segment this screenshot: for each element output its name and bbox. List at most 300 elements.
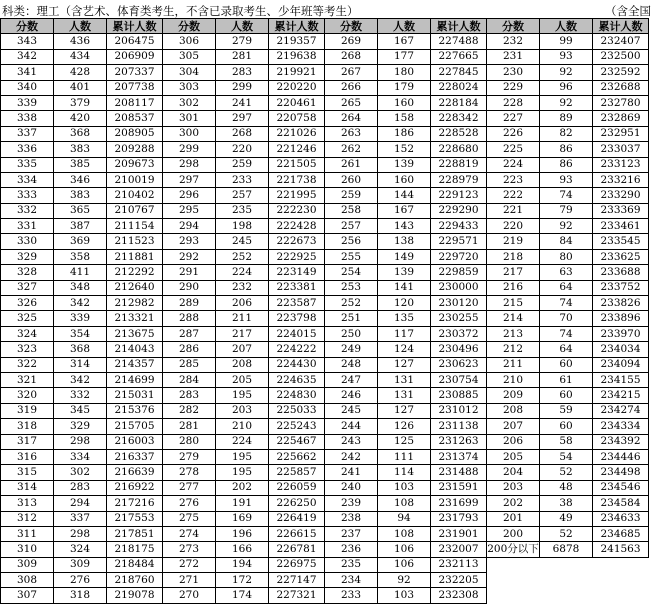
cumulative-cell: 222428 (269, 219, 325, 234)
count-cell: 401 (54, 80, 107, 95)
count-cell: 167 (378, 34, 431, 49)
score-cell: 270 (163, 588, 216, 603)
score-cell: 200 (487, 526, 540, 541)
count-cell: 158 (378, 111, 431, 126)
score-cell: 262 (325, 142, 378, 157)
score-cell: 296 (163, 188, 216, 203)
score-cell: 238 (325, 511, 378, 526)
count-cell: 206 (216, 296, 269, 311)
score-header: 分数 (325, 19, 378, 34)
score-cell: 342 (1, 49, 54, 64)
count-cell: 96 (540, 80, 593, 95)
cumulative-cell: 234685 (593, 526, 649, 541)
score-cell: 259 (325, 188, 378, 203)
score-cell: 264 (325, 111, 378, 126)
empty-cell (540, 557, 593, 572)
table-row (1, 434, 649, 449)
count-cell: 52 (540, 526, 593, 541)
table-row (1, 326, 649, 341)
count-cell: 195 (216, 388, 269, 403)
score-cell: 206 (487, 434, 540, 449)
score-cell: 224 (487, 157, 540, 172)
score-cell: 294 (163, 219, 216, 234)
cumulative-cell: 228024 (431, 80, 487, 95)
score-cell: 341 (1, 65, 54, 80)
score-cell: 236 (325, 542, 378, 557)
count-cell: 61 (540, 372, 593, 387)
score-cell: 228 (487, 95, 540, 110)
cumulative-cell: 220220 (269, 80, 325, 95)
count-cell: 6878 (540, 542, 593, 557)
score-cell: 248 (325, 357, 378, 372)
count-cell: 179 (378, 80, 431, 95)
count-cell: 207 (216, 342, 269, 357)
score-cell: 334 (1, 172, 54, 187)
score-cell: 217 (487, 265, 540, 280)
count-header: 人数 (378, 19, 431, 34)
cumulative-cell: 220758 (269, 111, 325, 126)
count-cell: 172 (216, 573, 269, 588)
count-cell: 160 (378, 172, 431, 187)
count-cell: 318 (54, 588, 107, 603)
cumulative-cell: 241563 (593, 542, 649, 557)
cumulative-cell: 224222 (269, 342, 325, 357)
count-cell: 63 (540, 265, 593, 280)
table-row (1, 95, 649, 110)
cumulative-cell: 230000 (431, 280, 487, 295)
count-cell: 92 (540, 65, 593, 80)
table-row (1, 465, 649, 480)
score-cell: 253 (325, 280, 378, 295)
score-cell: 318 (1, 419, 54, 434)
count-cell: 387 (54, 219, 107, 234)
cumulative-cell: 214699 (107, 372, 163, 387)
score-cell: 269 (325, 34, 378, 49)
score-cell: 340 (1, 80, 54, 95)
cumulative-cell: 227321 (269, 588, 325, 603)
table-row (1, 496, 649, 511)
cumulative-cell: 206909 (107, 49, 163, 64)
count-cell: 245 (216, 234, 269, 249)
score-cell: 223 (487, 172, 540, 187)
score-cell: 237 (325, 526, 378, 541)
count-cell: 52 (540, 465, 593, 480)
cumulative-cell: 214357 (107, 357, 163, 372)
count-cell: 86 (540, 142, 593, 157)
score-cell: 335 (1, 157, 54, 172)
cumulative-cell: 233625 (593, 249, 649, 264)
count-cell: 86 (540, 157, 593, 172)
score-cell: 214 (487, 311, 540, 326)
cumulative-cell: 227845 (431, 65, 487, 80)
cumulative-cell: 226250 (269, 496, 325, 511)
cumulative-cell: 234633 (593, 511, 649, 526)
count-cell: 59 (540, 403, 593, 418)
count-cell: 232 (216, 280, 269, 295)
cumulative-cell: 213321 (107, 311, 163, 326)
count-cell: 58 (540, 434, 593, 449)
count-cell: 74 (540, 296, 593, 311)
table-row (1, 419, 649, 434)
score-header: 分数 (163, 19, 216, 34)
table-row (1, 265, 649, 280)
score-cell: 337 (1, 126, 54, 141)
cumulative-cell: 222673 (269, 234, 325, 249)
table-row (1, 342, 649, 357)
cumulative-cell: 229571 (431, 234, 487, 249)
cumulative-cell: 215031 (107, 388, 163, 403)
score-cell: 241 (325, 465, 378, 480)
score-cell: 200分以下 (487, 542, 540, 557)
count-header: 人数 (54, 19, 107, 34)
count-cell: 80 (540, 249, 593, 264)
cumulative-cell: 207738 (107, 80, 163, 95)
score-cell: 244 (325, 419, 378, 434)
count-header: 人数 (216, 19, 269, 34)
table-row (1, 573, 649, 588)
count-cell: 342 (54, 296, 107, 311)
cumulative-cell: 217851 (107, 526, 163, 541)
cumulative-cell: 234334 (593, 419, 649, 434)
score-cell: 331 (1, 219, 54, 234)
score-cell: 319 (1, 403, 54, 418)
cumulative-cell: 231793 (431, 511, 487, 526)
count-cell: 92 (540, 95, 593, 110)
cumulative-cell: 221026 (269, 126, 325, 141)
score-cell: 201 (487, 511, 540, 526)
cumulative-cell: 226615 (269, 526, 325, 541)
score-cell: 316 (1, 449, 54, 464)
cumulative-cell: 234155 (593, 372, 649, 387)
cumulative-cell: 234215 (593, 388, 649, 403)
count-cell: 149 (378, 249, 431, 264)
count-cell: 99 (540, 34, 593, 49)
count-cell: 93 (540, 49, 593, 64)
count-cell: 342 (54, 372, 107, 387)
count-cell: 152 (378, 142, 431, 157)
score-cell: 210 (487, 372, 540, 387)
cumulative-cell: 231699 (431, 496, 487, 511)
score-cell: 271 (163, 573, 216, 588)
cumulative-cell: 223798 (269, 311, 325, 326)
table-row (1, 234, 649, 249)
count-cell: 257 (216, 188, 269, 203)
score-distribution-table (0, 18, 649, 604)
score-cell: 317 (1, 434, 54, 449)
cumulative-cell: 233826 (593, 296, 649, 311)
count-cell: 324 (54, 542, 107, 557)
cumulative-cell: 213675 (107, 326, 163, 341)
score-cell: 327 (1, 280, 54, 295)
score-cell: 339 (1, 95, 54, 110)
count-cell: 337 (54, 511, 107, 526)
score-cell: 212 (487, 342, 540, 357)
count-cell: 358 (54, 249, 107, 264)
cumulative-cell: 233461 (593, 219, 649, 234)
score-cell: 311 (1, 526, 54, 541)
cumulative-cell: 234498 (593, 465, 649, 480)
score-cell: 291 (163, 265, 216, 280)
score-cell: 254 (325, 265, 378, 280)
score-cell: 205 (487, 449, 540, 464)
count-cell: 103 (378, 588, 431, 603)
cumulative-cell: 215376 (107, 403, 163, 418)
table-row (1, 403, 649, 418)
cumulative-cell: 232007 (431, 542, 487, 557)
count-cell: 294 (54, 496, 107, 511)
score-cell: 287 (163, 326, 216, 341)
cumulative-cell: 225662 (269, 449, 325, 464)
score-cell: 284 (163, 372, 216, 387)
score-cell: 261 (325, 157, 378, 172)
table-row (1, 480, 649, 495)
score-cell: 322 (1, 357, 54, 372)
score-cell: 268 (325, 49, 378, 64)
score-cell: 299 (163, 142, 216, 157)
cumulative-cell: 216003 (107, 434, 163, 449)
count-cell: 60 (540, 419, 593, 434)
score-cell: 280 (163, 434, 216, 449)
score-cell: 226 (487, 126, 540, 141)
score-cell: 279 (163, 449, 216, 464)
cumulative-cell: 228680 (431, 142, 487, 157)
cumulative-cell: 219357 (269, 34, 325, 49)
score-cell: 306 (163, 34, 216, 49)
count-cell: 174 (216, 588, 269, 603)
count-cell: 298 (54, 434, 107, 449)
cumulative-cell: 230372 (431, 326, 487, 341)
table-row (1, 65, 649, 80)
count-cell: 224 (216, 434, 269, 449)
cumulative-cell: 223381 (269, 280, 325, 295)
cumulative-cell: 230885 (431, 388, 487, 403)
cumulative-cell: 232308 (431, 588, 487, 603)
score-cell: 232 (487, 34, 540, 49)
cumulative-header: 累计人数 (107, 19, 163, 34)
cumulative-cell: 209673 (107, 157, 163, 172)
score-cell: 336 (1, 142, 54, 157)
score-cell: 286 (163, 342, 216, 357)
cumulative-cell: 206475 (107, 34, 163, 49)
score-cell: 283 (163, 388, 216, 403)
cumulative-cell: 233970 (593, 326, 649, 341)
cumulative-cell: 217553 (107, 511, 163, 526)
table-header-row (1, 19, 649, 34)
count-cell: 131 (378, 388, 431, 403)
cumulative-cell: 229290 (431, 203, 487, 218)
score-cell: 220 (487, 219, 540, 234)
count-cell: 302 (54, 465, 107, 480)
score-cell: 338 (1, 111, 54, 126)
score-cell: 320 (1, 388, 54, 403)
score-cell: 289 (163, 296, 216, 311)
count-cell: 64 (540, 342, 593, 357)
cumulative-cell: 229859 (431, 265, 487, 280)
cumulative-cell: 212982 (107, 296, 163, 311)
count-cell: 365 (54, 203, 107, 218)
score-cell: 207 (487, 419, 540, 434)
count-cell: 64 (540, 280, 593, 295)
count-cell: 348 (54, 280, 107, 295)
count-cell: 298 (54, 526, 107, 541)
count-cell: 144 (378, 188, 431, 203)
count-cell: 252 (216, 249, 269, 264)
score-cell: 260 (325, 172, 378, 187)
table-row (1, 249, 649, 264)
score-cell: 297 (163, 172, 216, 187)
table-row (1, 80, 649, 95)
cumulative-cell: 226419 (269, 511, 325, 526)
cumulative-cell: 224430 (269, 357, 325, 372)
count-cell: 79 (540, 203, 593, 218)
score-cell: 222 (487, 188, 540, 203)
count-cell: 332 (54, 388, 107, 403)
score-cell: 275 (163, 511, 216, 526)
cumulative-cell: 231591 (431, 480, 487, 495)
score-cell: 324 (1, 326, 54, 341)
score-cell: 245 (325, 403, 378, 418)
score-cell: 216 (487, 280, 540, 295)
count-cell: 346 (54, 172, 107, 187)
cumulative-cell: 210019 (107, 172, 163, 187)
table-row (1, 203, 649, 218)
cumulative-cell: 232951 (593, 126, 649, 141)
count-cell: 139 (378, 157, 431, 172)
cumulative-cell: 233545 (593, 234, 649, 249)
count-cell: 82 (540, 126, 593, 141)
count-cell: 74 (540, 188, 593, 203)
cumulative-cell: 233123 (593, 157, 649, 172)
score-cell: 252 (325, 296, 378, 311)
count-cell: 235 (216, 203, 269, 218)
score-cell: 309 (1, 557, 54, 572)
table-row (1, 142, 649, 157)
score-cell: 233 (325, 588, 378, 603)
count-cell: 177 (378, 49, 431, 64)
cumulative-cell: 225243 (269, 419, 325, 434)
score-cell: 230 (487, 65, 540, 80)
cumulative-cell: 232205 (431, 573, 487, 588)
header-note: （含全国 (605, 4, 651, 18)
score-cell: 266 (325, 80, 378, 95)
empty-cell (593, 573, 649, 588)
cumulative-cell: 221738 (269, 172, 325, 187)
cumulative-cell: 233216 (593, 172, 649, 187)
table-row (1, 188, 649, 203)
count-cell: 283 (54, 480, 107, 495)
score-cell: 302 (163, 95, 216, 110)
score-cell: 250 (325, 326, 378, 341)
score-cell: 215 (487, 296, 540, 311)
cumulative-cell: 230255 (431, 311, 487, 326)
cumulative-cell: 232592 (593, 65, 649, 80)
score-cell: 242 (325, 449, 378, 464)
table-row (1, 511, 649, 526)
score-cell: 281 (163, 419, 216, 434)
count-cell: 180 (378, 65, 431, 80)
table-row (1, 157, 649, 172)
cumulative-cell: 234446 (593, 449, 649, 464)
cumulative-cell: 223587 (269, 296, 325, 311)
score-cell: 227 (487, 111, 540, 126)
count-cell: 48 (540, 480, 593, 495)
score-cell: 221 (487, 203, 540, 218)
score-cell: 274 (163, 526, 216, 541)
cumulative-cell: 230754 (431, 372, 487, 387)
cumulative-header: 累计人数 (269, 19, 325, 34)
score-cell: 272 (163, 557, 216, 572)
count-cell: 54 (540, 449, 593, 464)
count-cell: 283 (216, 65, 269, 80)
count-cell: 114 (378, 465, 431, 480)
count-cell: 143 (378, 219, 431, 234)
cumulative-cell: 230120 (431, 296, 487, 311)
score-cell: 301 (163, 111, 216, 126)
count-cell: 314 (54, 357, 107, 372)
count-cell: 276 (54, 573, 107, 588)
count-cell: 268 (216, 126, 269, 141)
category-title: 科类：理工（含艺术、体育类考生，不含已录取考生、少年班等考生） (2, 4, 359, 18)
score-cell: 211 (487, 357, 540, 372)
cumulative-cell: 233688 (593, 265, 649, 280)
score-cell: 203 (487, 480, 540, 495)
cumulative-cell: 208537 (107, 111, 163, 126)
cumulative-cell: 211154 (107, 219, 163, 234)
score-cell: 257 (325, 219, 378, 234)
count-cell: 334 (54, 449, 107, 464)
empty-cell (487, 588, 540, 603)
empty-cell (540, 573, 593, 588)
cumulative-cell: 222925 (269, 249, 325, 264)
cumulative-cell: 231374 (431, 449, 487, 464)
count-cell: 208 (216, 357, 269, 372)
cumulative-cell: 221246 (269, 142, 325, 157)
cumulative-cell: 232407 (593, 34, 649, 49)
cumulative-cell: 217216 (107, 496, 163, 511)
score-cell: 329 (1, 249, 54, 264)
cumulative-cell: 231901 (431, 526, 487, 541)
score-cell: 273 (163, 542, 216, 557)
cumulative-cell: 229720 (431, 249, 487, 264)
count-cell: 167 (378, 203, 431, 218)
cumulative-cell: 225033 (269, 403, 325, 418)
count-cell: 60 (540, 357, 593, 372)
cumulative-cell: 216639 (107, 465, 163, 480)
empty-cell (593, 557, 649, 572)
cumulative-cell: 226059 (269, 480, 325, 495)
score-cell: 304 (163, 65, 216, 80)
count-cell: 195 (216, 449, 269, 464)
count-cell: 196 (216, 526, 269, 541)
score-cell: 256 (325, 234, 378, 249)
score-header: 分数 (1, 19, 54, 34)
page-header (0, 0, 651, 18)
count-cell: 92 (540, 219, 593, 234)
cumulative-cell: 216922 (107, 480, 163, 495)
count-cell: 84 (540, 234, 593, 249)
count-cell: 160 (378, 95, 431, 110)
cumulative-cell: 211523 (107, 234, 163, 249)
score-cell: 292 (163, 249, 216, 264)
count-cell: 141 (378, 280, 431, 295)
table-row (1, 111, 649, 126)
score-cell: 209 (487, 388, 540, 403)
cumulative-cell: 233369 (593, 203, 649, 218)
count-cell: 434 (54, 49, 107, 64)
table-row (1, 388, 649, 403)
count-cell: 309 (54, 557, 107, 572)
cumulative-cell: 229433 (431, 219, 487, 234)
